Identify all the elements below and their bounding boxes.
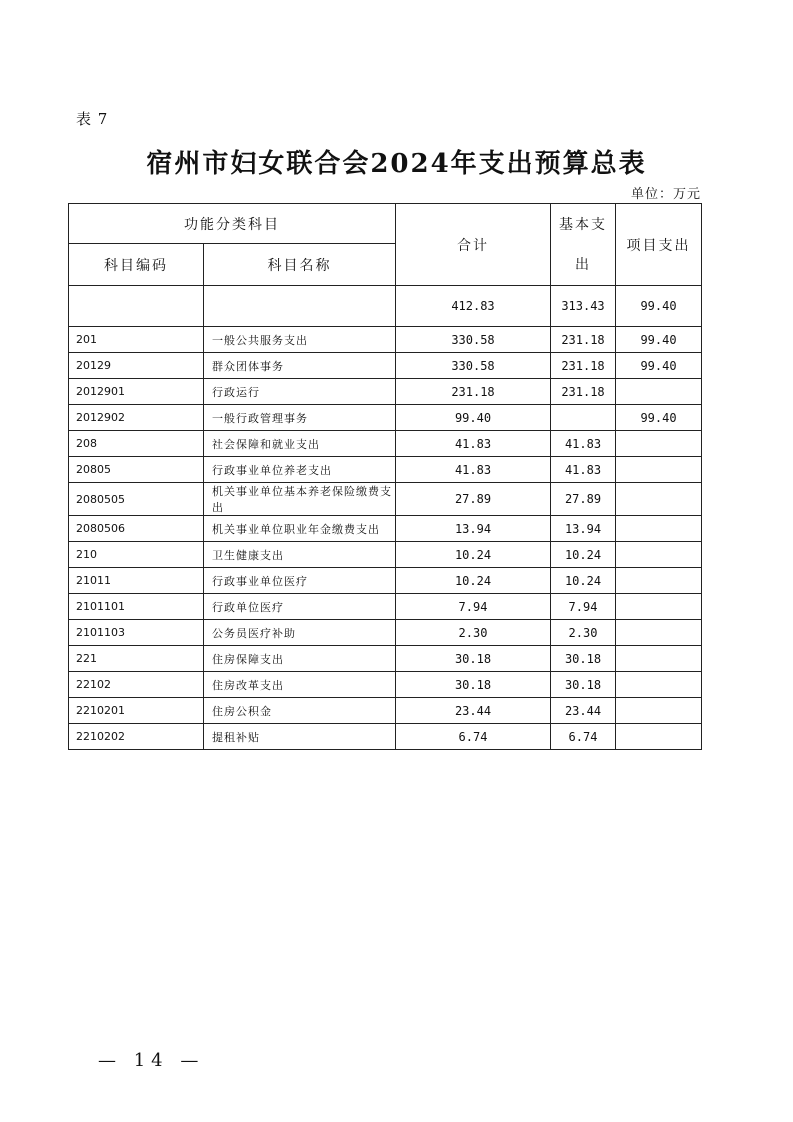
row-total: 7.94 xyxy=(396,594,551,620)
total-row-project: 99.40 xyxy=(616,286,702,327)
row-name: 住房公积金 xyxy=(204,698,396,724)
header-category-group: 功能分类科目 xyxy=(69,204,396,244)
table-row xyxy=(69,431,702,457)
row-total: 99.40 xyxy=(396,405,551,431)
row-total: 41.83 xyxy=(396,457,551,483)
row-code: 20129 xyxy=(69,353,204,379)
row-project xyxy=(616,724,702,750)
table-row xyxy=(69,594,702,620)
table-row xyxy=(69,672,702,698)
row-project xyxy=(616,516,702,542)
row-name: 行政事业单位养老支出 xyxy=(204,457,396,483)
row-project xyxy=(616,698,702,724)
row-basic: 23.44 xyxy=(551,698,616,724)
total-row-code xyxy=(69,286,204,327)
row-project: 99.40 xyxy=(616,405,702,431)
row-basic: 7.94 xyxy=(551,594,616,620)
row-total: 231.18 xyxy=(396,379,551,405)
table-row xyxy=(69,516,702,542)
row-basic: 27.89 xyxy=(551,483,616,516)
table-row xyxy=(69,379,702,405)
row-name: 社会保障和就业支出 xyxy=(204,431,396,457)
table-row xyxy=(69,327,702,353)
row-total: 330.58 xyxy=(396,327,551,353)
table-row xyxy=(69,483,702,516)
table-row xyxy=(69,620,702,646)
row-name: 机关事业单位基本养老保险缴费支出 xyxy=(204,483,396,516)
header-basic: 基本支出 xyxy=(551,204,616,286)
unit-label: 单位：万元 xyxy=(630,187,701,202)
total-row xyxy=(69,286,702,327)
row-name: 行政运行 xyxy=(204,379,396,405)
row-name: 群众团体事务 xyxy=(204,353,396,379)
row-name: 行政事业单位医疗 xyxy=(204,568,396,594)
row-total: 23.44 xyxy=(396,698,551,724)
row-total: 6.74 xyxy=(396,724,551,750)
row-basic: 30.18 xyxy=(551,646,616,672)
total-row-name xyxy=(204,286,396,327)
table-row xyxy=(69,405,702,431)
row-code: 2012901 xyxy=(69,379,204,405)
row-basic: 41.83 xyxy=(551,431,616,457)
row-name: 机关事业单位职业年金缴费支出 xyxy=(204,516,396,542)
table-row xyxy=(69,698,702,724)
row-basic: 13.94 xyxy=(551,516,616,542)
row-name: 住房改革支出 xyxy=(204,672,396,698)
table-row xyxy=(69,646,702,672)
total-row-total: 412.83 xyxy=(396,286,551,327)
budget-table xyxy=(68,203,702,750)
row-code: 21011 xyxy=(69,568,204,594)
row-basic: 231.18 xyxy=(551,353,616,379)
row-basic: 41.83 xyxy=(551,457,616,483)
table-row xyxy=(69,353,702,379)
row-total: 2.30 xyxy=(396,620,551,646)
row-basic xyxy=(551,405,616,431)
row-name: 公务员医疗补助 xyxy=(204,620,396,646)
header-total: 合计 xyxy=(396,204,551,286)
row-project xyxy=(616,568,702,594)
row-project: 99.40 xyxy=(616,353,702,379)
row-code: 201 xyxy=(69,327,204,353)
row-basic: 231.18 xyxy=(551,327,616,353)
row-code: 2101101 xyxy=(69,594,204,620)
row-total: 41.83 xyxy=(396,431,551,457)
row-basic: 10.24 xyxy=(551,568,616,594)
header-name: 科目名称 xyxy=(204,244,396,286)
row-code: 2080505 xyxy=(69,483,204,516)
row-code: 2210201 xyxy=(69,698,204,724)
row-project xyxy=(616,379,702,405)
row-total: 10.24 xyxy=(396,568,551,594)
table-row xyxy=(69,542,702,568)
row-code: 2012902 xyxy=(69,405,204,431)
page-number: — 14 — xyxy=(98,1050,205,1071)
row-project xyxy=(616,457,702,483)
row-name: 卫生健康支出 xyxy=(204,542,396,568)
row-project xyxy=(616,646,702,672)
row-basic: 30.18 xyxy=(551,672,616,698)
row-code: 22102 xyxy=(69,672,204,698)
row-project xyxy=(616,672,702,698)
row-code: 2101103 xyxy=(69,620,204,646)
page-title: 宿州市妇女联合会2024年支出预算总表 xyxy=(146,149,647,179)
row-code: 2080506 xyxy=(69,516,204,542)
row-project xyxy=(616,594,702,620)
row-basic: 10.24 xyxy=(551,542,616,568)
row-name: 一般行政管理事务 xyxy=(204,405,396,431)
row-total: 27.89 xyxy=(396,483,551,516)
table-row xyxy=(69,568,702,594)
row-name: 一般公共服务支出 xyxy=(204,327,396,353)
row-project xyxy=(616,431,702,457)
table-label: 表 7 xyxy=(76,110,109,128)
table-row xyxy=(69,457,702,483)
row-project xyxy=(616,483,702,516)
table-body xyxy=(69,286,702,750)
table-row xyxy=(69,724,702,750)
row-code: 20805 xyxy=(69,457,204,483)
row-basic: 6.74 xyxy=(551,724,616,750)
row-project: 99.40 xyxy=(616,327,702,353)
row-total: 10.24 xyxy=(396,542,551,568)
row-total: 30.18 xyxy=(396,672,551,698)
row-code: 2210202 xyxy=(69,724,204,750)
row-name: 提租补贴 xyxy=(204,724,396,750)
header-project: 项目支出 xyxy=(616,204,702,286)
row-project xyxy=(616,620,702,646)
row-project xyxy=(616,542,702,568)
row-total: 13.94 xyxy=(396,516,551,542)
row-name: 住房保障支出 xyxy=(204,646,396,672)
row-total: 30.18 xyxy=(396,646,551,672)
row-basic: 231.18 xyxy=(551,379,616,405)
row-code: 221 xyxy=(69,646,204,672)
header-code: 科目编码 xyxy=(69,244,204,286)
row-code: 208 xyxy=(69,431,204,457)
row-total: 330.58 xyxy=(396,353,551,379)
row-name: 行政单位医疗 xyxy=(204,594,396,620)
row-basic: 2.30 xyxy=(551,620,616,646)
total-row-basic: 313.43 xyxy=(551,286,616,327)
row-code: 210 xyxy=(69,542,204,568)
